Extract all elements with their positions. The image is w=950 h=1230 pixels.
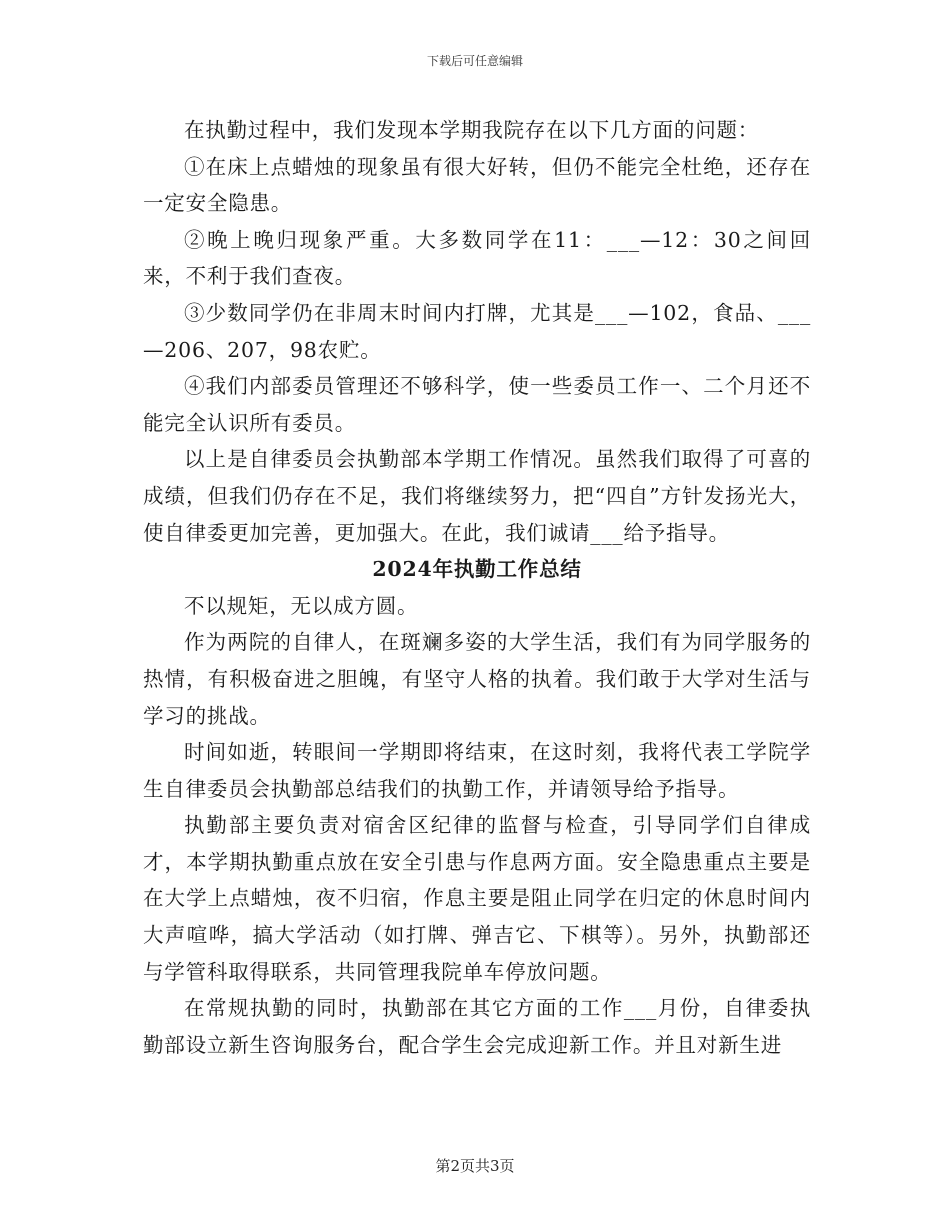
- paragraph-problems-intro: 在执勤过程中，我们发现本学期我院存在以下几方面的问题：: [184, 118, 760, 142]
- paragraph-problem-1: ①在床上点蜡烛的现象虽有很大好转，但仍不能完全杜绝，还存在一定安全隐患。: [143, 154, 811, 216]
- paragraph-problem-4: ④我们内部委员管理还不够科学，使一些委员工作一、二个月还不能完全认识所有委员。: [143, 374, 811, 435]
- paragraph-time: 时间如逝，转眼间一学期即将结束，在这时刻，我将代表工学院学生自律委员会执勤部总结我们的执勤工作，并请领导给予指导。: [143, 740, 811, 801]
- document-body: [143, 112, 811, 1063]
- paragraph-conclusion: 以上是自律委员会执勤部本学期工作情况。虽然我们取得了可喜的成绩，但我们仍存在不足，我们将继续努力，把“四自”方针发扬光大，使自律委更加完善，更加强大。在此，我们诚请___给予指导。: [143, 447, 811, 545]
- paragraph-motto: 不以规矩，无以成方圆。: [184, 593, 419, 618]
- paragraph-problem-2: ②晚上晚归现象严重。大多数同学在11：___—12：30之间回来，不利于我们查夜。: [143, 227, 811, 289]
- paragraph-problem-3: ③少数同学仍在非周末时间内打牌，尤其是___—102，食品、___—206、207，98农贮。: [143, 300, 811, 362]
- paragraph-duties: 执勤部主要负责对宿舍区纪律的监督与检查，引导同学们自律成才，本学期执勤重点放在安全引患与作息两方面。安全隐患重点主要是在大学上点蜡烛，夜不归宿，作息主要是阻止同学在归定的休息时间内大声喧哗，搞大学活动（如打牌、弹吉它、下棋等）。另外，执勤部还与学管科取得联系，共同管理我院单车停放问题。: [143, 813, 811, 984]
- paragraph-role: 作为两院的自律人，在斑斓多姿的大学生活，我们有为同学服务的热情，有积极奋进之胆魄，有坚守人格的执着。我们敢于大学对生活与学习的挑战。: [143, 630, 811, 728]
- section-title: 2024年执勤工作总结: [372, 557, 582, 582]
- page-number: 第2页共3页: [435, 1157, 515, 1175]
- paragraph-other-work: 在常规执勤的同时，执勤部在其它方面的工作___月份，自律委执勤部设立新生咨询服务台，配合学生会完成迎新工作。并且对新生进: [143, 996, 811, 1057]
- page-header-note: 下载后可任意编辑: [426, 54, 523, 68]
